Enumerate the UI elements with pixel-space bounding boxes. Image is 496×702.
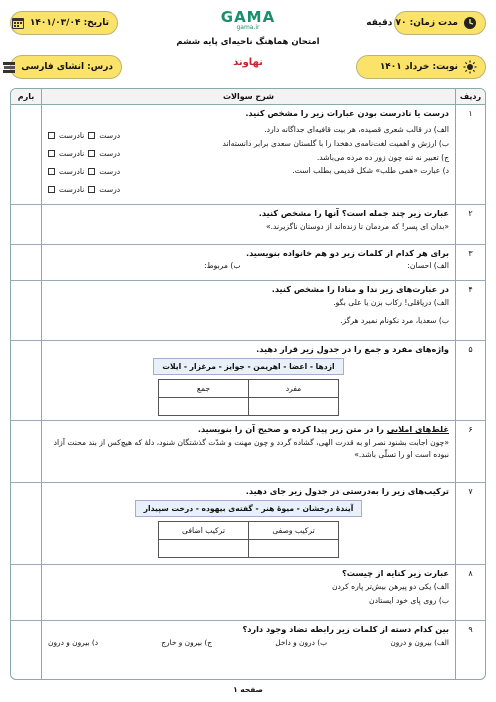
answer-cell[interactable]	[159, 398, 249, 416]
question-number: ۴	[455, 281, 485, 340]
question-body	[41, 483, 455, 564]
question-title: عبارت زیر کنایه از چیست؟	[342, 568, 449, 578]
question-title: در عبارت‌های زیر ندا و منادا را مشخص کنید.	[271, 284, 449, 294]
question-number: ۵	[455, 341, 485, 420]
question-body	[41, 281, 455, 340]
question-row-5	[11, 341, 485, 421]
score-cell	[11, 205, 41, 244]
score-cell	[11, 341, 41, 420]
true-checkbox[interactable]	[88, 186, 95, 193]
score-cell	[11, 281, 41, 340]
question-row-9	[11, 621, 485, 679]
true-false-d[interactable]: درست نادرست	[48, 185, 120, 194]
question-title: درست یا نادرست بودن عبارات زیر را مشخص کنید.	[245, 108, 449, 118]
calendar-icon	[11, 16, 25, 30]
question-row-2	[11, 205, 485, 245]
sun-icon	[463, 60, 477, 74]
false-checkbox[interactable]	[48, 168, 55, 175]
date-label: تاریخ: ۱۴۰۱/۰۳/۰۴	[29, 18, 109, 28]
true-false-c[interactable]: درست نادرست	[48, 167, 120, 176]
question-body	[41, 421, 455, 482]
question-row-7	[11, 483, 485, 565]
lesson-label: درس: انشای فارسی	[21, 62, 113, 72]
col-body-header: شرح سوالات	[41, 89, 455, 104]
question-body	[41, 205, 455, 244]
score-cell	[11, 483, 41, 564]
statement-b: ب) ارزش و اهمیت لغت‌نامه‌ی دهخدا را با گلستان سعدی برابر دانسته‌اند	[222, 138, 449, 148]
duration-label: مدت زمان: ۷۰ دقیقه	[366, 18, 458, 28]
question-text: «بدان ای پسر! که مردمان تا زنده‌اند از دوستان ناگزیرند.»	[265, 222, 449, 231]
question-number: ۸	[455, 565, 485, 620]
false-checkbox[interactable]	[48, 132, 55, 139]
true-checkbox[interactable]	[88, 132, 95, 139]
col-score-header: بارم	[17, 92, 35, 101]
lesson-pill	[10, 55, 122, 79]
turn-pill	[356, 55, 486, 79]
true-false-a[interactable]: درست نادرست	[48, 131, 120, 140]
question-row-8	[11, 565, 485, 621]
question-text: «چون اجابت بشنود نصر او به قدرت الهی، گشاده گردد و چون مهنت و شدّت گذشتگان شنود، دلهٔ که هیچ‌کس از بند محنت آزاد نبوده است او را تسلّی باشد.»	[53, 438, 449, 459]
item-b: ب) مربوط:	[204, 261, 241, 270]
question-title: برای هر کدام از کلمات زیر دو هم خانواده بنویسید.	[245, 248, 449, 258]
item-a: الف) دریاقلی! رکاب بزن یا علی بگو.	[333, 298, 449, 307]
question-number: ۹	[455, 621, 485, 679]
question-body	[41, 565, 455, 620]
word-bank: ازدها - اعضا - اهریمن - جوایز - مرغزار - ایلات	[153, 358, 343, 375]
exam-title: امتحان هماهنگ ناحیه‌ای پایه ششم	[176, 37, 320, 47]
questions-table	[10, 88, 486, 680]
table-header	[11, 89, 485, 105]
exam-header	[10, 8, 486, 84]
question-body	[41, 621, 455, 679]
option-a[interactable]: الف) بیرون و درون	[390, 638, 449, 647]
col-descriptive: ترکیب وصفی	[249, 522, 339, 540]
question-title: عبارت زیر چند جمله است؟ آنها را مشخص کنید.	[258, 208, 449, 218]
question-number: ۲	[455, 205, 485, 244]
score-cell	[11, 421, 41, 482]
item-a: الف) احسان:	[407, 261, 449, 270]
item-b: ب) سعدیا، مرد نکونام نمیرد هرگز.	[340, 315, 449, 325]
options-row	[48, 638, 449, 647]
singular-plural-table	[158, 379, 339, 416]
books-icon	[2, 60, 16, 74]
false-checkbox[interactable]	[48, 186, 55, 193]
option-d[interactable]: د) بیرون و درون	[48, 638, 99, 647]
question-title: غلط‌های املایی را در متن زیر پیدا کرده و صحیح آن را بنویسید.	[197, 424, 449, 434]
statement-a: الف) در قالب شعری قصیده، هر بیت قافیه‌ای جداگانه دارد.	[264, 125, 449, 134]
clock-icon	[463, 16, 477, 30]
duration-pill	[366, 11, 486, 35]
question-body	[41, 341, 455, 420]
question-title: بین کدام دسته از کلمات زیر رابطه تضاد وجود دارد؟	[242, 624, 449, 634]
city-name: نهاوند	[233, 57, 263, 68]
compound-table	[158, 521, 339, 558]
question-row-4	[11, 281, 485, 341]
gama-logo: GAMA gama.ir	[220, 8, 276, 31]
page-number: صفحه ۱	[233, 685, 263, 694]
question-number: ۷	[455, 483, 485, 564]
col-plural: جمع	[159, 380, 249, 398]
true-false-b[interactable]: درست نادرست	[48, 149, 120, 158]
col-num-header: ردیف	[455, 89, 485, 104]
question-title: ترکیب‌های زیر را به‌درستی در جدول زیر جای دهید.	[245, 486, 449, 496]
score-cell	[11, 621, 41, 679]
option-c[interactable]: ج) بیرون و خارج	[161, 638, 213, 647]
question-body	[41, 245, 455, 280]
statement-c: ج) تعبیر نه تنه چون زور ده مرده می‌باشد.	[316, 152, 449, 162]
false-checkbox[interactable]	[48, 150, 55, 157]
item-a: الف) یکی دو پیرهن بیش‌تر پاره کردن	[331, 582, 449, 591]
question-row-1	[11, 105, 485, 205]
score-cell	[11, 245, 41, 280]
word-bank: آیندهٔ درخشان - میوهٔ هنر - گفته‌ی بیهوده - درخت سپیدار	[135, 500, 363, 517]
col-singular: مفرد	[249, 380, 339, 398]
question-title: واژه‌های مفرد و جمع را در جدول زیر قرار دهید.	[256, 344, 449, 354]
score-cell	[11, 565, 41, 620]
statement-d: د) عبارت «همی طلب» شکل قدیمی بطلب است.	[292, 166, 449, 176]
answer-cell[interactable]	[249, 540, 339, 558]
question-body	[41, 105, 455, 204]
option-b[interactable]: ب) درون و داخل	[275, 638, 328, 647]
question-number: ۱	[455, 105, 485, 204]
question-number: ۶	[455, 421, 485, 482]
answer-cell[interactable]	[249, 398, 339, 416]
question-row-6	[11, 421, 485, 483]
turn-label: نوبت: خرداد ۱۴۰۱	[379, 62, 458, 72]
answer-cell[interactable]	[159, 540, 249, 558]
question-number: ۳	[455, 245, 485, 280]
item-b: ب) روی پای خود ایستادن	[369, 595, 449, 605]
exam-title-block	[150, 8, 346, 68]
question-row-3	[11, 245, 485, 281]
true-checkbox[interactable]	[88, 168, 95, 175]
col-possessive: ترکیب اضافی	[159, 522, 249, 540]
true-checkbox[interactable]	[88, 150, 95, 157]
date-pill	[10, 11, 118, 35]
score-cell	[11, 105, 41, 204]
